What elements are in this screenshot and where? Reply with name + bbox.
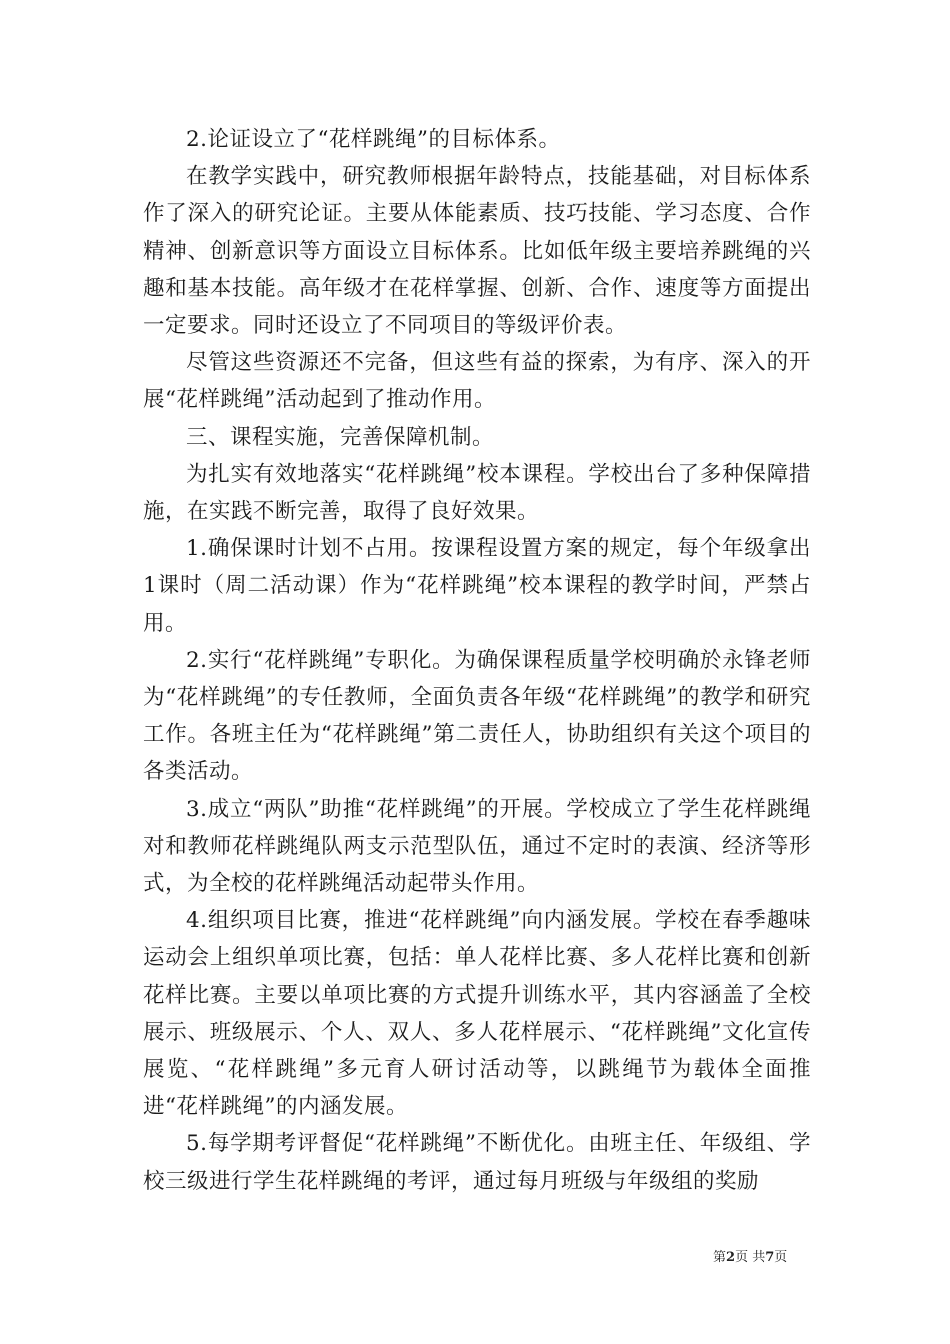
paragraph-two-teams	[143, 791, 811, 903]
paragraph-resources	[143, 344, 811, 418]
text-line: 4.组织项目比赛，推进“花样跳绳”向内涵发展。学校在春季	[186, 908, 767, 934]
text-line: 3.成立“两队”助推“花样跳绳”的开展。学校成立了学生花	[186, 796, 745, 822]
footer-middle: 页 共	[735, 1250, 766, 1265]
text-line: 开展“花样跳绳”活动起到了推动作用。	[143, 350, 811, 413]
text-line: 学校三级进行学生花样跳绳的考评，通过每月班级与年级组的奖励	[143, 1131, 811, 1194]
text-line: 三、课程实施，完善保障机制。	[186, 424, 495, 450]
footer-prefix: 第	[713, 1250, 727, 1265]
text-line: 绳的兴趣和基本技能。高年级才在花样掌握、创新、合作、速度等	[143, 238, 811, 301]
text-line: 系作了深入的研究论证。主要从体能素质、技巧技能、学习态度、	[143, 164, 811, 227]
text-line: 趣味运动会上组织单项比赛，包括：单人花样比赛、多人花样比赛	[143, 908, 811, 971]
paragraph-dedicated-teacher	[143, 642, 811, 791]
text-line: 样跳绳对和教师花样跳绳队两支示范型队伍，通过不定时的表演、	[143, 796, 811, 859]
text-line: 老师为“花样跳绳”的专任教师，全面负责各年级“花样跳绳”的	[143, 647, 811, 711]
page-number-footer	[713, 1246, 787, 1265]
text-line: 2.实行“花样跳绳”专职化。为确保课程质量学校明确於永锋	[186, 647, 767, 673]
text-line: 盖了全校展示、班级展示、个人、双人、多人花样展示、“花样跳	[143, 982, 811, 1045]
text-line: 严禁占用。	[143, 573, 811, 636]
text-line: 教学和研究工作。各班主任为“花样跳绳”第二责任人，协助组织	[143, 685, 811, 748]
text-line: 在教学实践中，研究教师根据年龄特点，技能基础，对目标体	[186, 164, 789, 190]
text-line: 为扎实有效地落实“花样跳绳”校本课程。学校出台了多种保	[186, 461, 767, 487]
document-body	[143, 121, 811, 1200]
text-line: 尽管这些资源还不完备，但这些有益的探索，为有序、深入的	[186, 350, 789, 376]
paragraph-target-system	[143, 121, 811, 158]
paragraph-class-hours	[143, 530, 811, 642]
section-heading-curriculum-implementation	[143, 419, 811, 456]
text-line: 有关这个项目的各类活动。	[143, 722, 811, 785]
text-line: 绳”文化宣传展览、“花样跳绳”多元育人研讨活动等，以跳绳节	[143, 1019, 811, 1083]
footer-suffix: 页	[774, 1250, 788, 1265]
paragraph-semester-evaluation	[143, 1125, 811, 1199]
total-pages-number: 7	[765, 1250, 775, 1265]
paragraph-teaching-practice	[143, 158, 811, 344]
text-line: 方面提出一定要求。同时还设立了不同项目的等级评价表。	[143, 275, 811, 339]
text-line: 和创新花样比赛。主要以单项比赛的方式提升训练水平，其内容涵	[143, 945, 811, 1008]
text-line: 5.每学期考评督促“花样跳绳”不断优化。由班主任、年级组、	[186, 1131, 789, 1157]
paragraph-safeguards-intro	[143, 456, 811, 530]
paragraph-competitions	[143, 902, 811, 1125]
text-line: 为载体全面推进“花样跳绳”的内涵发展。	[143, 1057, 811, 1120]
text-line: 合作精神、创新意识等方面设立目标体系。比如低年级主要培养跳	[143, 201, 811, 264]
text-line: 2.论证设立了“花样跳绳”的目标体系。	[186, 127, 561, 152]
text-line: 经济等形式，为全校的花样跳绳活动起带头作用。	[143, 833, 811, 897]
current-page-number: 2	[726, 1250, 736, 1265]
text-line: 1.确保课时计划不占用。按课程设置方案的规定，每个年级拿	[186, 536, 789, 562]
text-line: 出1课时（周二活动课）作为“花样跳绳”校本课程的教学时间，	[143, 536, 811, 599]
text-line: 障措施，在实践不断完善，取得了良好效果。	[143, 461, 811, 525]
